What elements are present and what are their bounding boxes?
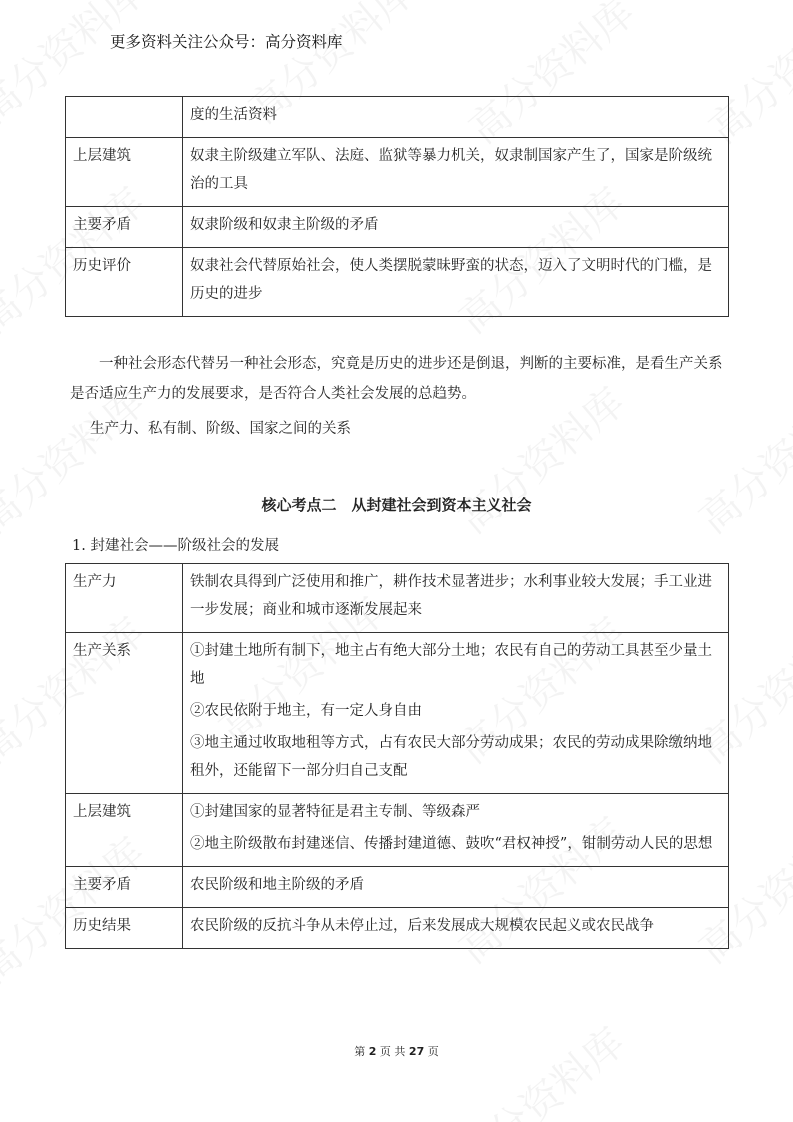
row-content <box>183 248 729 317</box>
row-content <box>183 138 729 207</box>
total-pages: 27 <box>408 1045 425 1058</box>
row-label: 生产关系 <box>66 633 183 794</box>
row-content <box>183 207 729 248</box>
row-content <box>183 794 729 867</box>
table-row <box>66 138 729 207</box>
row-label: 主要矛盾 <box>66 867 183 908</box>
cell-text: ①封建土地所有制下，地主占有绝大部分土地；农民有自己的劳动工具甚至少量土地 <box>190 643 712 687</box>
row-label: 主要矛盾 <box>66 207 183 248</box>
subsection-title: 1. 封建社会——阶级社会的发展 <box>72 538 279 554</box>
row-label: 历史结果 <box>66 908 183 949</box>
row-label <box>66 97 183 138</box>
current-page-number: 2 <box>368 1045 377 1058</box>
row-label: 生产力 <box>66 564 183 633</box>
cell-text: 奴隶阶级和奴隶主阶级的矛盾 <box>190 217 379 233</box>
header-note: 更多资料关注公众号：高分资料库 <box>110 33 343 51</box>
table-row <box>66 633 729 794</box>
watermark <box>445 1012 635 1122</box>
cell-text: ②地主阶级散布封建迷信、传播封建道德、鼓吹“君权神授”，钳制劳动人民的思想 <box>190 836 713 852</box>
feudal-society-table <box>65 563 729 949</box>
cell-text: 铁制农具得到广泛使用和推广，耕作技术显著进步；水利事业较大发展；手工业进一步发展；商业和城市逐渐发展起来 <box>190 574 712 618</box>
cell-text: ②农民依附于地主，有一定人身自由 <box>190 703 422 719</box>
cell-text: 奴隶主阶级建立军队、法庭、监狱等暴力机关，奴隶制国家产生了，国家是阶级统治的工具 <box>190 148 712 192</box>
footer-prefix: 第 <box>354 1045 366 1058</box>
row-content <box>183 564 729 633</box>
row-content <box>183 867 729 908</box>
table-row <box>66 564 729 633</box>
cell-text: ①封建国家的显著特征是君主专制、等级森严 <box>190 804 480 820</box>
table-row <box>66 867 729 908</box>
footer-middle: 页 共 <box>379 1045 406 1058</box>
table-row <box>66 207 729 248</box>
cell-text: 奴隶社会代替原始社会，使人类摆脱蒙昧野蛮的状态，迈入了文明时代的门槛，是历史的进步 <box>190 258 712 302</box>
row-content <box>183 633 729 794</box>
table-row <box>66 248 729 317</box>
footer-suffix: 页 <box>427 1045 439 1058</box>
paragraph-standard: 一种社会形态代替另一种社会形态，究竟是历史的进步还是倒退，判断的主要标准，是看生产关系是否适应生产力的发展要求，是否符合人类社会发展的总趋势。 <box>70 356 723 402</box>
cell-text: 农民阶级的反抗斗争从未停止过，后来发展成大规模农民起义或农民战争 <box>190 918 654 934</box>
row-label: 历史评价 <box>66 248 183 317</box>
table-row <box>66 794 729 867</box>
row-label: 上层建筑 <box>66 138 183 207</box>
section-title: 核心考点二 从封建社会到资本主义社会 <box>261 496 532 514</box>
paragraph-relation: 生产力、私有制、阶级、国家之间的关系 <box>90 421 351 437</box>
page-footer <box>0 1043 793 1059</box>
table-row <box>66 97 729 138</box>
slave-society-table <box>65 96 729 317</box>
cell-text: 度的生活资料 <box>190 107 277 123</box>
cell-text: 农民阶级和地主阶级的矛盾 <box>190 877 364 893</box>
cell-text: ③地主通过收取地租等方式，占有农民大部分劳动成果；农民的劳动成果除缴纳地租外，还能留下一部分归自己支配 <box>190 735 712 779</box>
row-content <box>183 97 729 138</box>
row-label: 上层建筑 <box>66 794 183 867</box>
table-row <box>66 908 729 949</box>
row-content <box>183 908 729 949</box>
